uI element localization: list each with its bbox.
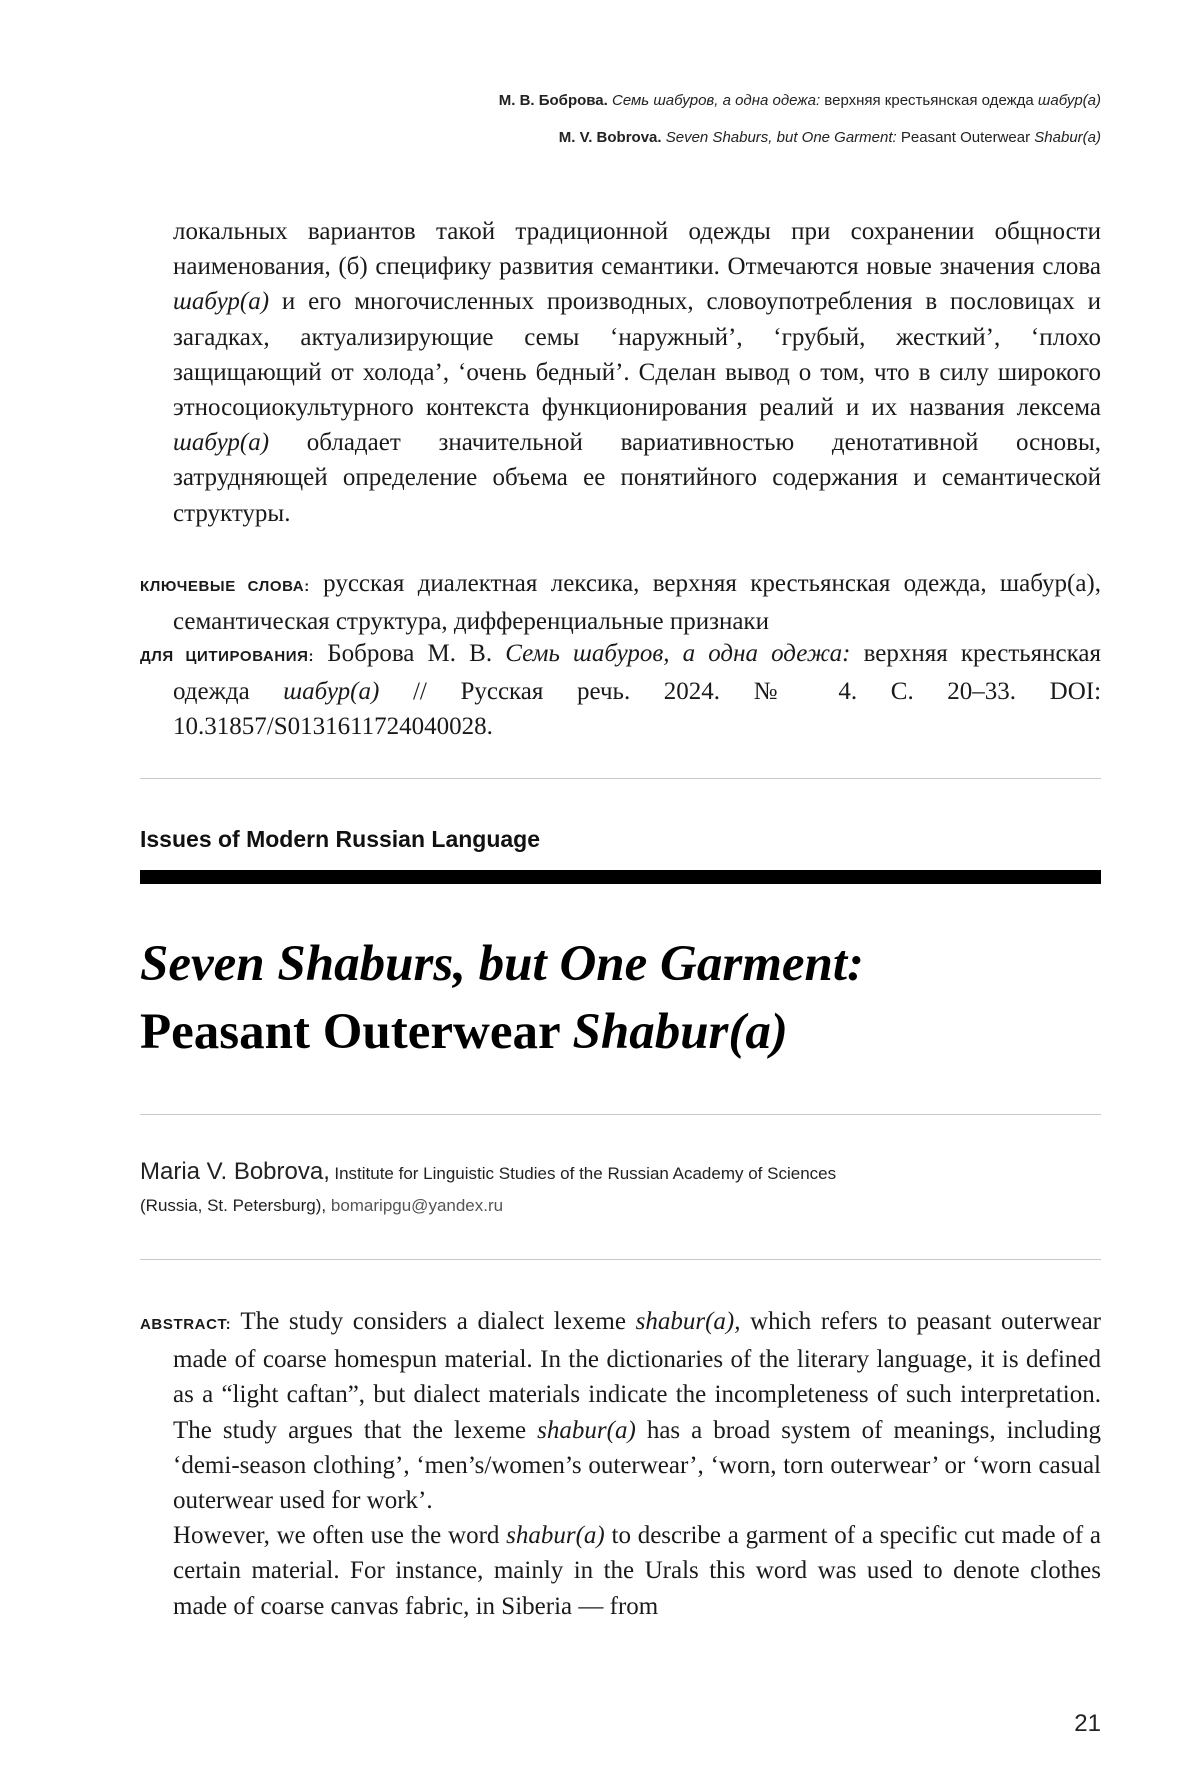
article-title-line1: Seven Shaburs, but One Garment:	[140, 936, 865, 992]
divider	[140, 1114, 1101, 1115]
ru-abstract-term-2: шабур(а)	[173, 429, 270, 457]
running-header-title-en-term: Shabur(a)	[1034, 129, 1101, 146]
ru-abstract-term-1: шабур(а)	[173, 288, 270, 316]
running-header-author-en: M. V. Bobrova.	[558, 129, 662, 146]
article-title-term: Shabur(a)	[572, 1004, 788, 1060]
abstract-text-3: has a broad system of meanings, including ‘demi-season clothing’, ‘men’s/women’s outerwear’, ‘worn, torn outerwear’ or ‘worn casual outerwear used for work’.	[173, 1416, 1102, 1515]
ru-abstract-text-1: локальных вариантов такой традиционной одежды при сохранении общности наименования, (б) специфику развития семантики. Отмечаются новые значения слова	[173, 218, 1101, 281]
author-affiliation: Institute for Linguistic Studies of the Russian Academy of Sciences	[334, 1164, 837, 1183]
keywords-label: КЛЮЧЕВЫЕ СЛОВА:	[140, 578, 310, 595]
running-header-title-ru-italic: Семь шабуров, а одна одежа:	[611, 92, 821, 109]
author-location: (Russia, St. Petersburg),	[140, 1196, 327, 1215]
abstract-text-4: However, we often use the word	[173, 1522, 500, 1550]
ru-abstract-text-3: обладает значительной вариативностью денотативной основы, затрудняющей определение объема ее понятийного содержания и семантической структуры.	[173, 429, 1101, 527]
citation-source: // Русская речь. 2024. № 4. С. 20–33. DOI: 10.31857/S0131611724040028.	[173, 678, 1102, 741]
citation-title: верхняя крестьянская одежда	[173, 640, 1101, 706]
section-heading: Issues of Modern Russian Language	[140, 826, 541, 852]
author-email-link[interactable]: bomaripgu@yandex.ru	[330, 1196, 504, 1215]
article-title	[140, 930, 1101, 1066]
running-header-title-ru: верхняя крестьянская одежда	[824, 92, 1034, 109]
abstract-term-1: shabur(a),	[635, 1308, 741, 1335]
russian-abstract-continuation	[173, 214, 1101, 531]
abstract-text-2: which refers to peasant outerwear made of coarse homespun material. In the dictionaries of the literary language, it is defined as a “light caftan”, but dialect materials indicate the incompleteness of such interpretation. The study argues that the lexeme	[173, 1308, 1101, 1444]
running-header-title-ru-term: шабур(а)	[1037, 92, 1101, 109]
citation-title-italic: Семь шабуров, а одна одежа:	[505, 640, 851, 667]
divider	[140, 1259, 1101, 1260]
citation-title-term: шабур(а)	[283, 678, 380, 706]
english-abstract	[140, 1304, 1101, 1624]
citation-label: ДЛЯ ЦИТИРОВАНИЯ:	[140, 648, 315, 665]
running-header-russian	[141, 91, 1101, 111]
page-number: 21	[1074, 1710, 1101, 1737]
article-title-line2: Peasant Outerwear	[140, 1004, 560, 1060]
abstract-term-2: shabur(a)	[537, 1416, 636, 1444]
abstract-text-1: The study considers a dialect lexeme	[240, 1308, 626, 1335]
section-rule	[140, 870, 1101, 884]
running-header-english	[141, 128, 1101, 148]
running-header-title-en: Peasant Outerwear	[900, 129, 1031, 146]
citation-author: Боброва М. В.	[327, 640, 493, 667]
citation-block	[140, 636, 1101, 745]
abstract-label: ABSTRACT:	[140, 1316, 232, 1333]
author-name: Maria V. Bobrova,	[140, 1158, 330, 1185]
ru-abstract-text-2: и его многочисленных производных, словоупотребления в пословицах и загадках, актуализирующие семы ‘наружный’, ‘грубый, жесткий’, ‘плохо защищающий от холода’, ‘очень бедный’. Сделан вывод о том, что в силу широкого этносоциокультурного контекста функционирования реалий и их названия лексема	[173, 288, 1101, 422]
divider	[140, 778, 1101, 779]
author-info	[140, 1158, 1101, 1215]
abstract-text-5: to describe a garment of a specific cut made of a certain material. For instance, mainly in the Urals this word was used to denote clothes made of coarse canvas fabric, in Siberia — from	[173, 1522, 1101, 1620]
running-header-author-ru: М. В. Боброва.	[498, 92, 608, 109]
abstract-term-3: shabur(a)	[506, 1522, 605, 1550]
keywords-text: русская диалектная лексика, верхняя крестьянская одежда, шабур(а), семантическая структура, дифференциальные признаки	[173, 570, 1102, 636]
running-header-title-en-italic: Seven Shaburs, but One Garment:	[665, 129, 897, 146]
keywords-block	[140, 566, 1101, 639]
